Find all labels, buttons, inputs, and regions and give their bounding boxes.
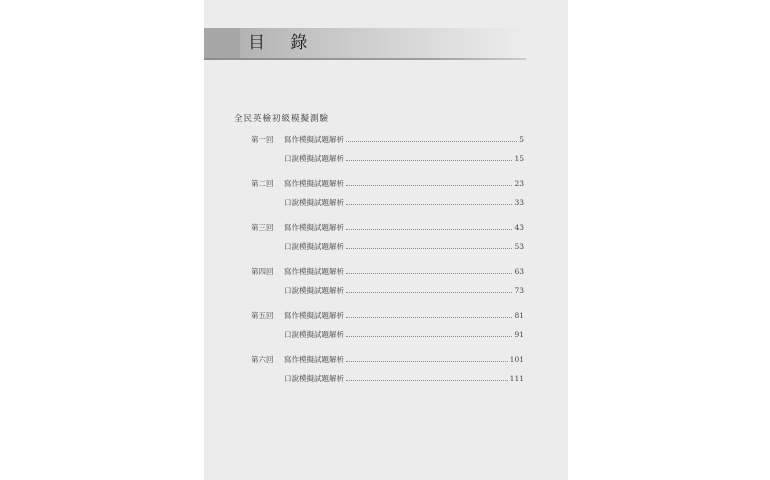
toc-page-number: 111 xyxy=(509,374,524,383)
toc-page-number: 91 xyxy=(514,330,524,339)
toc-round: 第二回 xyxy=(251,179,274,188)
toc-entry[interactable] xyxy=(251,222,524,233)
toc-entry[interactable] xyxy=(251,285,524,296)
toc-title: 口說模擬試題解析 xyxy=(284,286,344,295)
toc-page-number: 81 xyxy=(514,311,524,320)
toc-round: 第一回 xyxy=(251,135,274,144)
dot-leader xyxy=(346,329,512,337)
toc-entry[interactable] xyxy=(251,241,524,252)
toc-round: 第三回 xyxy=(251,223,274,232)
dot-leader xyxy=(346,285,512,293)
dot-leader xyxy=(346,354,508,362)
toc-round: 第四回 xyxy=(251,267,274,276)
toc-title: 寫作模擬試題解析 xyxy=(284,135,344,144)
dot-leader xyxy=(346,222,512,230)
toc-page-number: 15 xyxy=(514,154,524,163)
toc-round: 第六回 xyxy=(251,355,274,364)
toc-title: 寫作模擬試題解析 xyxy=(284,355,344,364)
toc-entry[interactable] xyxy=(251,373,524,384)
banner-accent xyxy=(204,28,240,59)
toc-entry[interactable] xyxy=(251,329,524,340)
toc-entry[interactable] xyxy=(251,134,524,145)
toc-page-number: 23 xyxy=(514,179,524,188)
toc-entry[interactable] xyxy=(251,354,524,365)
toc-page-number: 5 xyxy=(519,135,524,144)
toc-entry[interactable] xyxy=(251,153,524,164)
toc-title: 口說模擬試題解析 xyxy=(284,198,344,207)
toc-page-number: 63 xyxy=(514,267,524,276)
toc-page-number: 73 xyxy=(514,286,524,295)
document-page xyxy=(204,0,568,480)
toc-entry[interactable] xyxy=(251,197,524,208)
toc-title: 口說模擬試題解析 xyxy=(284,154,344,163)
toc-title: 口說模擬試題解析 xyxy=(284,242,344,251)
dot-leader xyxy=(346,373,508,381)
section-title: 全民英檢初級模擬測驗 xyxy=(234,114,330,124)
toc-title: 口說模擬試題解析 xyxy=(284,330,344,339)
toc-entry[interactable] xyxy=(251,178,524,189)
toc-title: 寫作模擬試題解析 xyxy=(284,267,344,276)
toc-title: 寫作模擬試題解析 xyxy=(284,223,344,232)
toc-title: 寫作模擬試題解析 xyxy=(284,311,344,320)
banner-underline xyxy=(204,58,526,60)
dot-leader xyxy=(346,310,512,318)
dot-leader xyxy=(346,134,517,142)
dot-leader xyxy=(346,197,512,205)
toc-page-number: 53 xyxy=(514,242,524,251)
toc-page-number: 43 xyxy=(514,223,524,232)
dot-leader xyxy=(346,178,512,186)
toc-entry[interactable] xyxy=(251,266,524,277)
page-title: 目 錄 xyxy=(248,33,318,53)
dot-leader xyxy=(346,153,512,161)
title-banner xyxy=(204,28,526,59)
toc-title: 寫作模擬試題解析 xyxy=(284,179,344,188)
toc-page-number: 33 xyxy=(514,198,524,207)
toc-round: 第五回 xyxy=(251,311,274,320)
dot-leader xyxy=(346,266,512,274)
toc-title: 口說模擬試題解析 xyxy=(284,374,344,383)
toc-entry[interactable] xyxy=(251,310,524,321)
toc-page-number: 101 xyxy=(509,355,524,364)
dot-leader xyxy=(346,241,512,249)
